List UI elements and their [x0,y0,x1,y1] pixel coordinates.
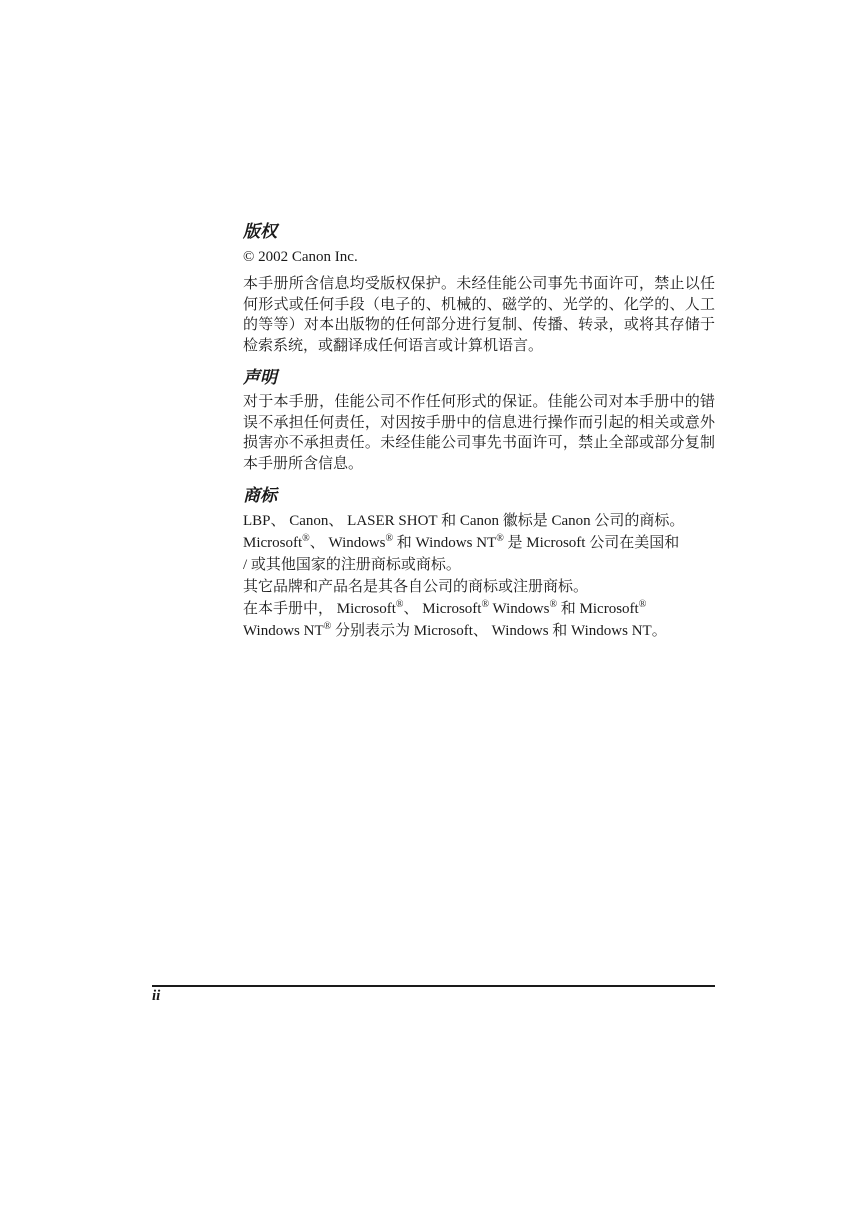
copyright-body: 本手册所含信息均受版权保护。未经佳能公司事先书面许可，禁止以任何形式或任何手段（电子的、机械的、磁学的、光学的、化学的、人工的等等）对本出版物的任何部分进行复制、传播、转录，或将其存储于检索系统，或翻译成任何语言或计算机语言。 [243,276,715,354]
disclaimer-body: 对于本手册，佳能公司不作任何形式的保证。佳能公司对本手册中的错误不承担任何责任，对因按手册中的信息进行操作而引起的相关或意外损害亦不承担责任。未经佳能公司事先书面许可，禁止全部或部分复制本手册所含信息。 [243,394,715,472]
trademark-line-6 [243,620,715,642]
trademark-line-2 [243,532,715,554]
trademark-line-4: 其它品牌和产品名是其各自公司的商标或注册商标。 [243,579,589,595]
trademark-line-1: LBP、 Canon、 LASER SHOT 和 Canon 徽标是 Canon 公司的商标。 [243,513,685,529]
registered-mark: ® [638,599,647,610]
tm-text: 在本手册中， Microsoft [243,601,396,617]
tm-text: 和 Microsoft [557,601,639,617]
disclaimer-heading: 声明 [243,368,277,388]
tm-text: Windows NT [243,623,324,639]
copyright-section [243,220,715,356]
tm-text: 分别表示为 Microsoft、 Windows 和 Windows NT。 [331,623,667,639]
copyright-notice: © 2002 Canon Inc. [243,249,358,265]
registered-mark: ® [385,533,394,544]
registered-mark: ® [302,533,310,544]
footer-divider [152,985,715,987]
tm-text: 是 Microsoft 公司在美国和 [503,535,680,551]
registered-mark: ® [323,621,332,632]
page-number: ii [152,988,161,1004]
tm-text: 和 Windows NT [393,535,497,551]
registered-mark: ® [481,599,490,610]
trademark-line-3: / 或其他国家的注册商标或商标。 [243,557,461,573]
disclaimer-section [243,366,715,474]
tm-text: 、 Windows [309,535,386,551]
tm-text: Microsoft [243,535,303,551]
trademark-line-5 [243,598,715,620]
registered-mark: ® [496,533,504,544]
tm-text: Windows [489,601,550,617]
trademarks-section [243,484,715,642]
copyright-heading: 版权 [243,222,277,242]
trademarks-heading: 商标 [243,486,277,506]
registered-mark: ® [395,599,404,610]
registered-mark: ® [549,599,558,610]
page-content [243,220,715,652]
tm-text: 、 Microsoft [403,601,482,617]
